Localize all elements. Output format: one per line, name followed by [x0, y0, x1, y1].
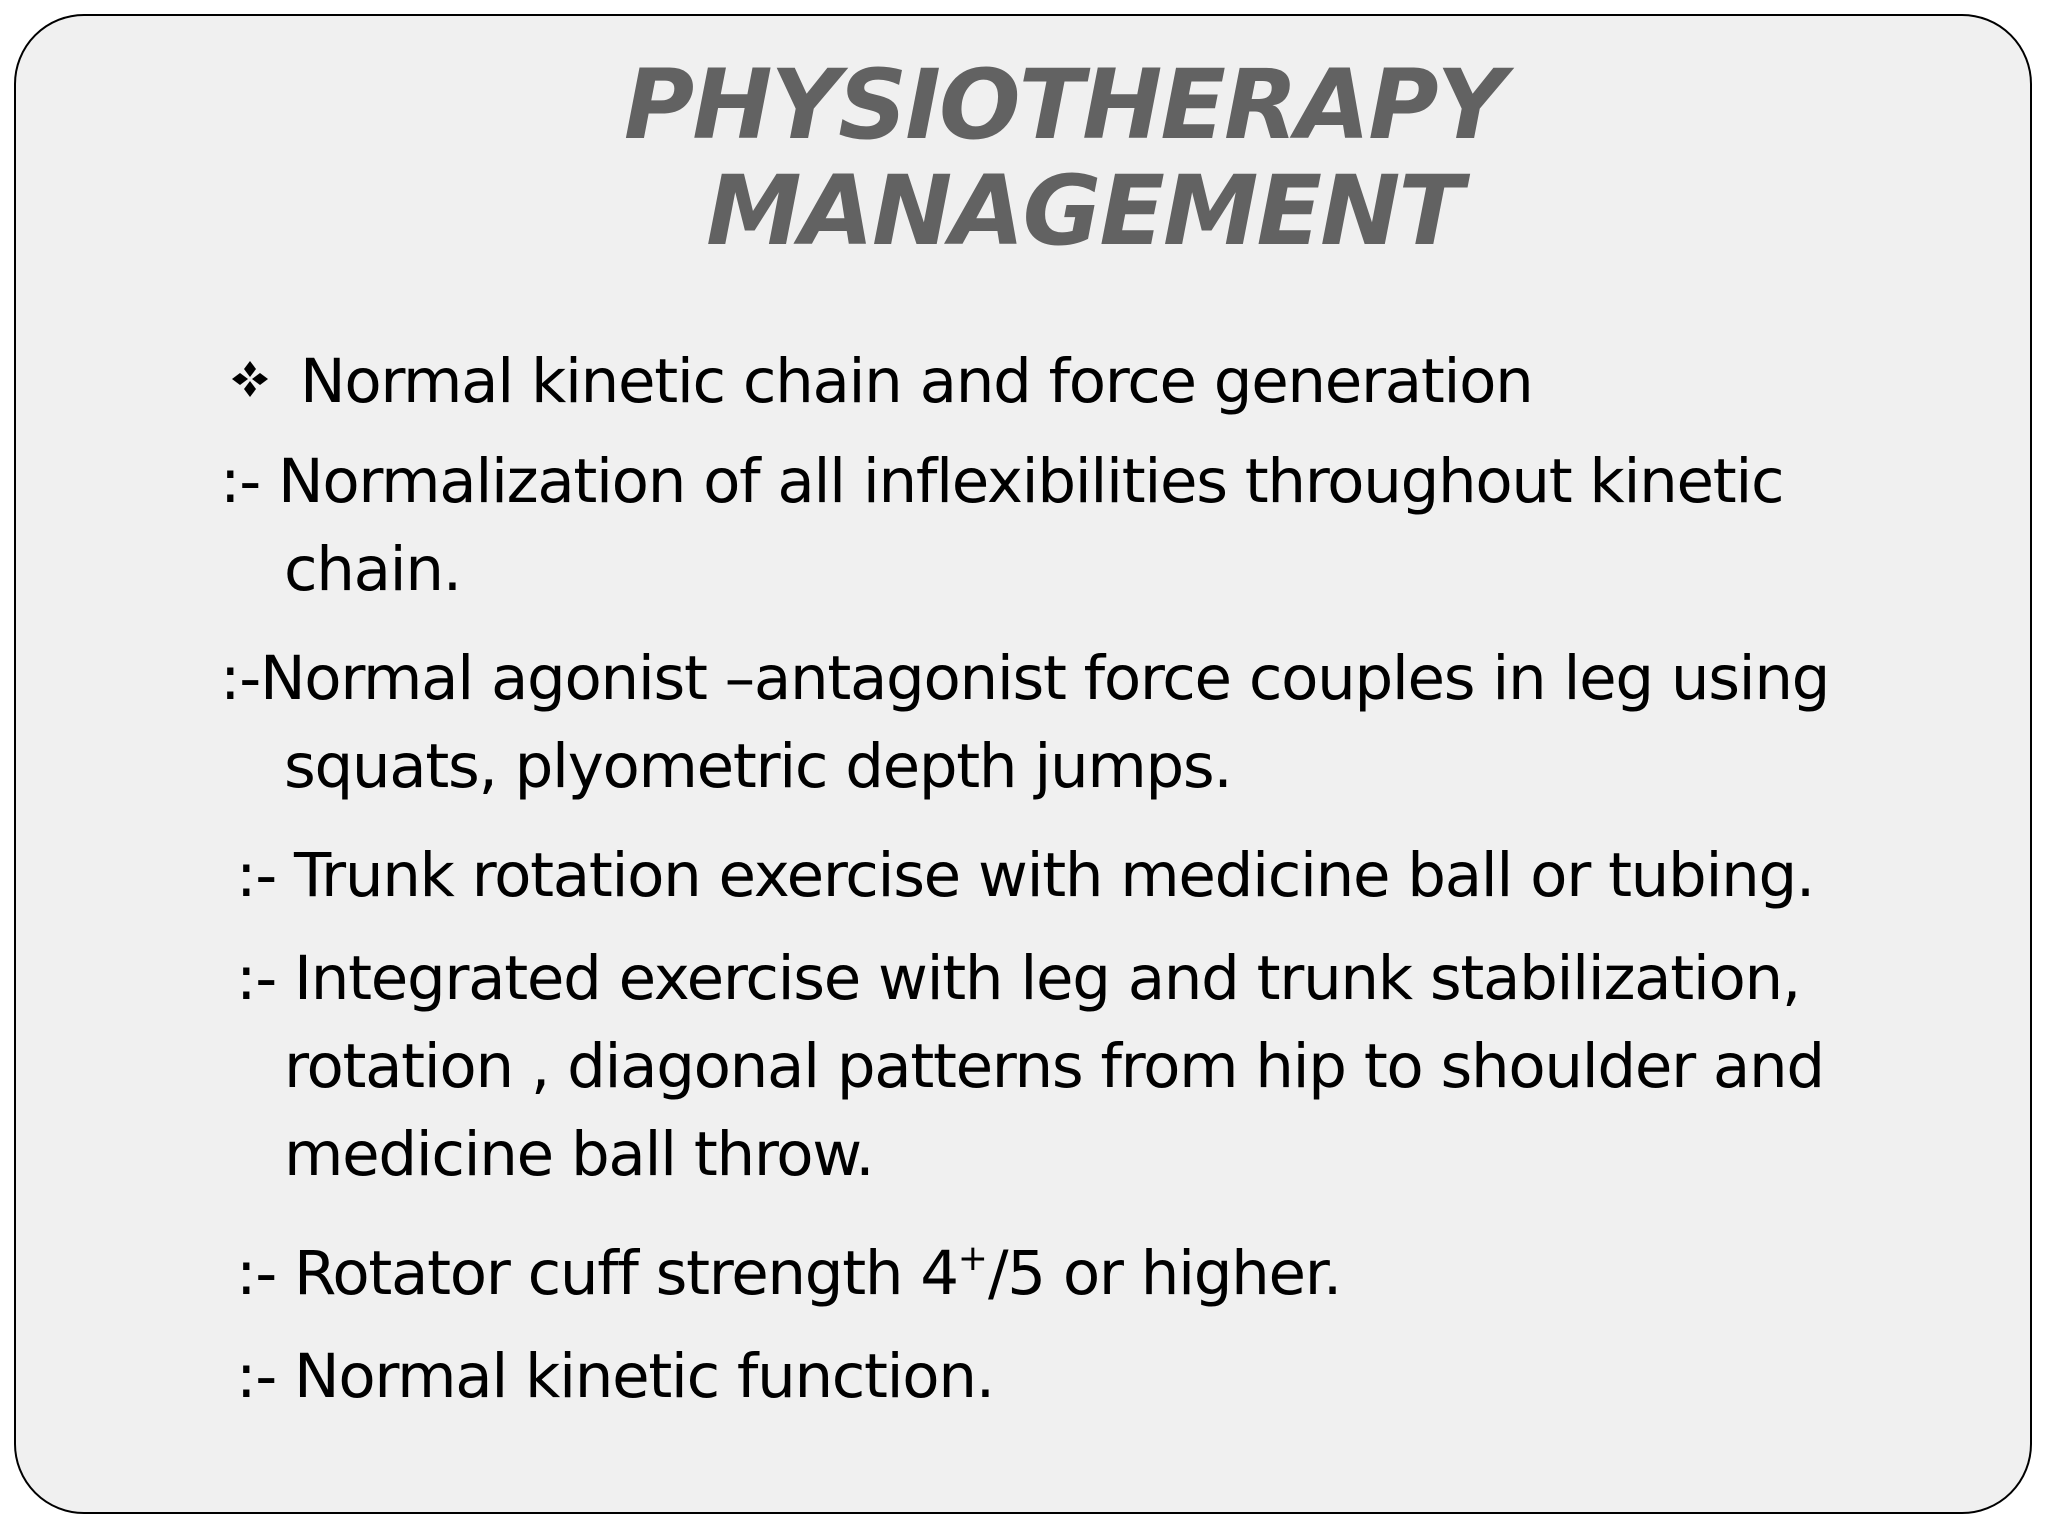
list-item-text: :- Normal kinetic function.	[236, 1341, 994, 1412]
list-item-text: :-Normal agonist –antagonist force couples in leg using	[220, 643, 1830, 714]
superscript-plus: +	[957, 1238, 988, 1279]
list-item-trunk-rotation	[236, 832, 1814, 920]
title-line-1: PHYSIOTHERAPY	[623, 49, 1505, 161]
list-item-continuation: rotation , diagonal patterns from hip to shoulder and	[284, 1031, 1824, 1102]
list-item-text: :- Integrated exercise with leg and trunk stabilization,	[236, 943, 1800, 1014]
list-item-normalization	[220, 438, 1783, 614]
bullet-item-kinetic-chain	[230, 338, 1533, 426]
list-item-continuation: chain.	[284, 534, 461, 605]
list-item-text: :- Rotator cuff strength 4	[236, 1238, 958, 1309]
list-item-integrated-exercise	[236, 935, 1824, 1199]
list-item-continuation: medicine ball throw.	[284, 1119, 874, 1190]
four-diamond-bullet-icon	[230, 359, 270, 399]
list-item-text: :- Trunk rotation exercise with medicine ball or tubing.	[236, 840, 1814, 911]
list-item-kinetic-function	[236, 1333, 994, 1421]
list-item-text-end: /5 or higher.	[987, 1238, 1342, 1309]
list-item-agonist-antagonist	[220, 635, 1829, 811]
list-item-text: :- Normalization of all inflexibilities throughout kinetic	[220, 446, 1784, 517]
title-line-2: MANAGEMENT	[706, 155, 1462, 267]
bullet-item-text: Normal kinetic chain and force generation	[300, 346, 1533, 417]
list-item-continuation: squats, plyometric depth jumps.	[284, 731, 1232, 802]
list-item-rotator-cuff	[236, 1230, 1341, 1327]
slide-title	[0, 49, 2048, 267]
